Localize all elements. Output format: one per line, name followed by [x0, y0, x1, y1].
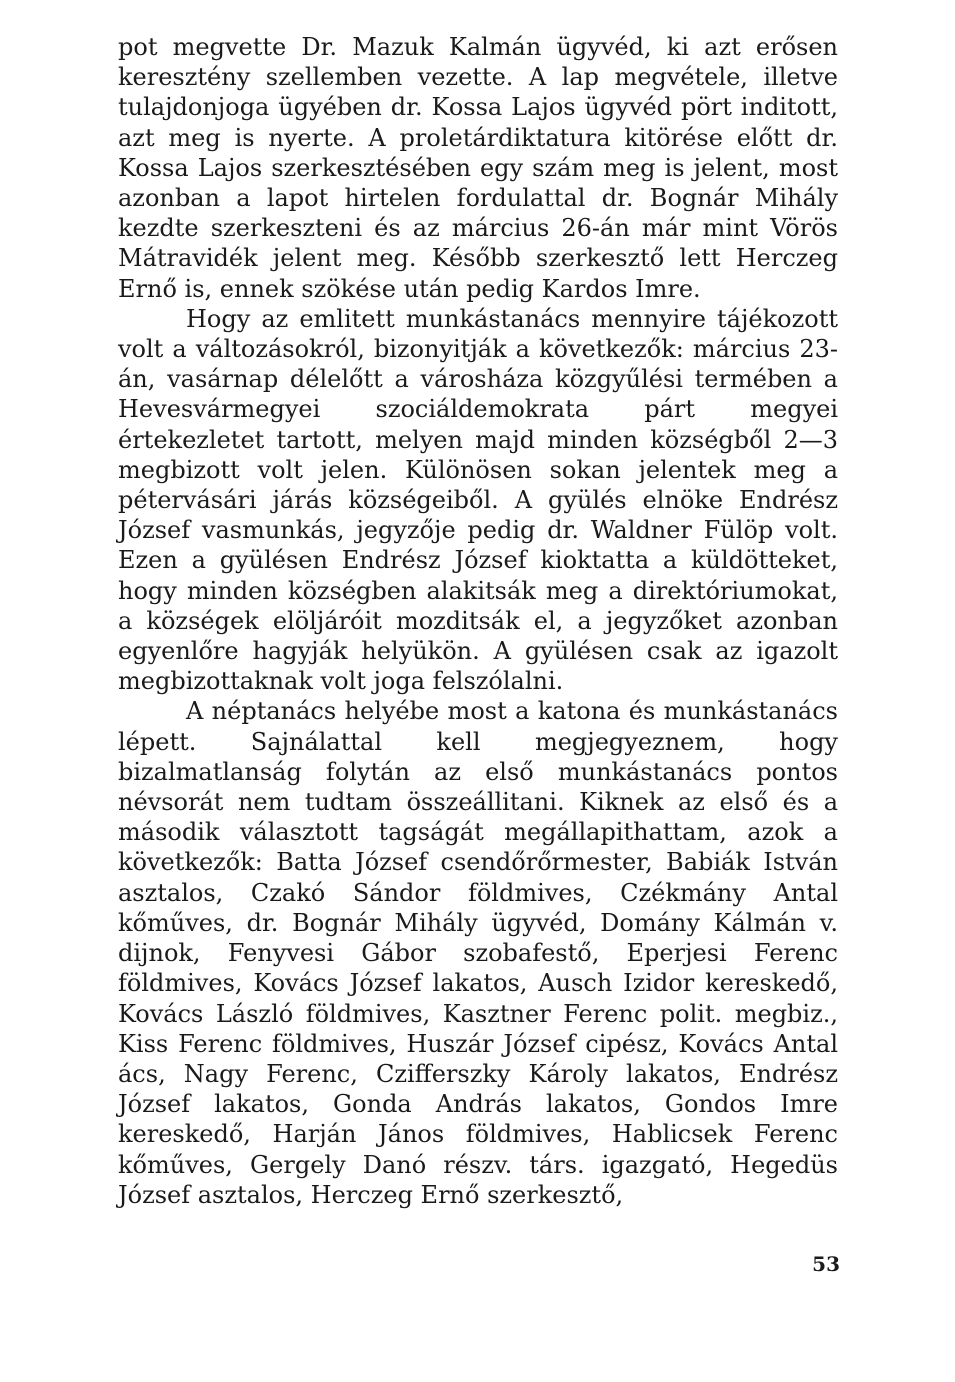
body-text [118, 32, 838, 1210]
page-number: 53 [812, 1252, 840, 1276]
paragraph-1: pot megvette Dr. Mazuk Kalmán ügyvéd, ki azt erősen keresztény szellemben vezette. A lap megvétele, illetve tulajdonjoga ügyében dr. Kossa Lajos ügyvéd pört inditott, azt meg is nyerte. A proletárdiktatura kitörése előtt dr. Kossa Lajos szerkesztésében egy szám meg is jelent, most azonban a lapot hirtelen fordulattal dr. Bognár Mihály kezdte szerkeszteni és az március 26-án már mint Vörös Mátravidék jelent meg. Később szerkesztő lett Herczeg Ernő is, ennek szökése után pedig Kardos Imre. [118, 33, 838, 303]
paragraph-3: A néptanács helyébe most a katona és munkástanács lépett. Sajnálattal kell megjegyeznem, hogy bizalmatlanság folytán az első munkástanács pontos névsorát nem tudtam összeállitani. Kiknek az első és a második választott tagságát megállapithattam, azok a következők: Batta József csendőrőrmester, Babiák István asztalos, Czakó Sándor földmives, Czékmány Antal kőműves, dr. Bognár Mihály ügyvéd, Domány Kálmán v. dijnok, Fenyvesi Gábor szobafestő, Eperjesi Ferenc földmives, Kovács József lakatos, Ausch Izidor kereskedő, Kovács László földmives, Kasztner Ferenc polit. megbiz., Kiss Ferenc földmives, Huszár József cipész, Kovács Antal ács, Nagy Ferenc, Czifferszky Károly lakatos, Endrész József lakatos, Gonda András lakatos, Gondos Imre kereskedő, Harján János földmives, Hablicsek Ferenc kőműves, Gergely Danó részv. társ. igazgató, Hegedüs József asztalos, Herczeg Ernő szerkesztő, [118, 697, 838, 1209]
paragraph-2: Hogy az emlitett munkástanács mennyire tájékozott volt a változásokról, bizonyitják a következők: március 23-án, vasárnap délelőtt a városháza közgyűlési termében a Hevesvármegyei szociáldemokrata párt megyei értekezletet tartott, melyen majd minden községből 2—3 megbizott volt jelen. Különösen sokan jelentek meg a pétervásári járás községeiből. A gyülés elnöke Endrész József vasmunkás, jegyzője pedig dr. Waldner Fülöp volt. Ezen a gyülésen Endrész József kioktatta a küldötteket, hogy minden községben alakitsák meg a direktóriumokat, a községek elöljáróit mozditsák el, a jegyzőket azonban egyenlőre hagyják helyükön. A gyülésen csak az igazolt megbizottaknak volt joga felszólalni. [118, 304, 838, 696]
